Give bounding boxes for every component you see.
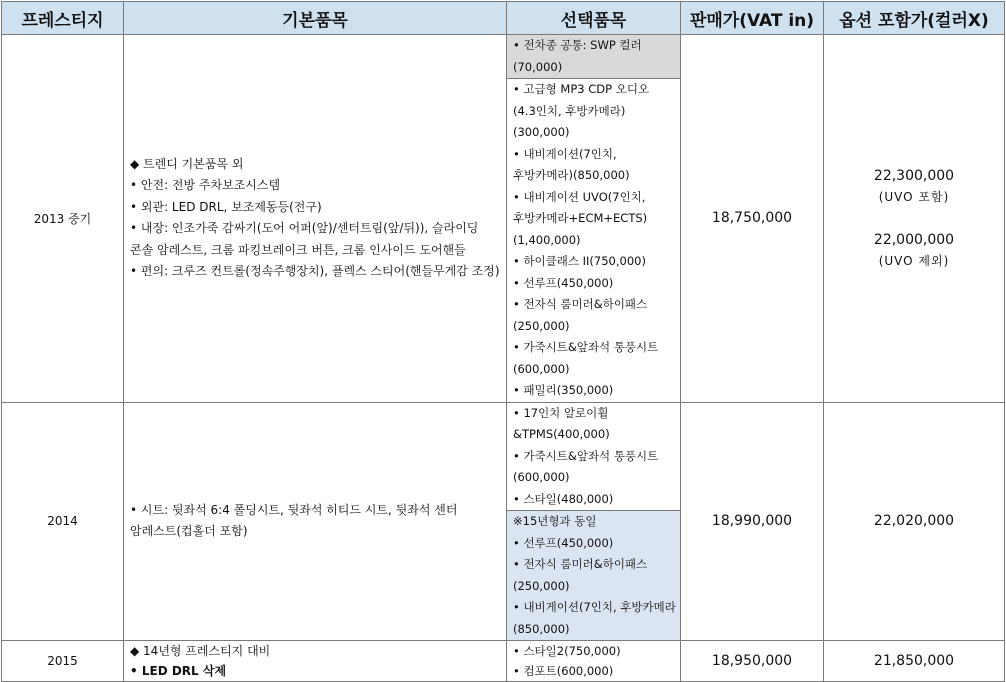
header-option-price: 옵션 포함가(컬러X) <box>824 2 1005 35</box>
option-item: • 스타일2(750,000) <box>513 644 621 658</box>
option-block-same-as-2015 <box>507 511 680 640</box>
option-item: • 선루프(450,000) <box>513 275 614 290</box>
option-item: • 전자식 룸미러&하이패스(250,000) <box>513 297 648 333</box>
option-price: 22,020,000 <box>873 513 955 530</box>
year-cell: 2015 <box>2 641 124 682</box>
option-price: 22,000,000 <box>873 232 955 249</box>
price-cell: 18,990,000 <box>681 402 824 641</box>
header-optional-items: 선택품목 <box>507 2 681 35</box>
year-cell: 2014 <box>2 402 124 641</box>
option-item: • 내비게이션(7인치, 후방카메라(850,000) <box>513 600 676 636</box>
header-trim: 프레스티지 <box>2 2 124 35</box>
option-block <box>507 403 680 512</box>
basic-items-cell <box>124 641 507 682</box>
option-block <box>507 79 680 402</box>
option-price-group <box>824 510 1004 532</box>
header-row <box>2 2 1005 35</box>
year-cell: 2013 중기 <box>2 35 124 403</box>
option-item: ※15년형과 동일 <box>513 514 597 528</box>
option-item: • 내비게이션(7인치, 후방카메라)(850,000) <box>513 146 630 182</box>
option-price-cell <box>824 641 1005 682</box>
option-block <box>507 641 680 681</box>
option-block-common <box>507 35 680 79</box>
option-price-note: (UVO 제외) <box>878 254 950 269</box>
option-price-group <box>824 650 1004 672</box>
option-item: • 스타일(480,000) <box>513 491 614 506</box>
option-item: • 내비게이션 UVO(7인치, 후방카메라+ECM+ECTS)(1,400,000) <box>513 189 648 247</box>
basic-item: • LED DRL 삭제 <box>130 664 227 678</box>
table-row <box>2 641 1005 682</box>
option-item: • 전자식 룸미러&하이패스(250,000) <box>513 557 648 593</box>
basic-item: • 내장: 인조가죽 감싸기(도어 어퍼(앞)/센터트림(앞/뒤)), 슬라이딩 콘솔 암레스트, 크롬 파킹브레이크 버튼, 크롬 인사이드 도어핸들 <box>130 221 479 257</box>
option-item: • 선루프(450,000) <box>513 535 614 550</box>
option-item: • 전차종 공통: SWP 컬러(70,000) <box>513 38 642 74</box>
option-item: • 패밀리(350,000) <box>513 383 614 397</box>
basic-item: • 안전: 전방 주차보조시스템 <box>130 178 281 193</box>
option-item: • 17인치 알로이휠&TPMS(400,000) <box>513 405 610 441</box>
basic-items-cell <box>124 402 507 641</box>
basic-items-cell <box>124 35 507 403</box>
header-price: 판매가(VAT in) <box>681 2 824 35</box>
table-row <box>2 402 1005 641</box>
optional-items-cell <box>507 35 681 403</box>
option-price-cell <box>824 35 1005 403</box>
option-item: • 고급형 MP3 CDP 오디오(4.3인치, 후방카메라)(300,000) <box>513 82 650 139</box>
header-basic-items: 기본품목 <box>124 2 507 35</box>
optional-items-cell <box>507 641 681 682</box>
price-cell: 18,950,000 <box>681 641 824 682</box>
basic-item: ◆ 14년형 프레스티지 대비 <box>130 644 271 658</box>
optional-items-cell <box>507 402 681 641</box>
option-price-cell <box>824 402 1005 641</box>
basic-item: • 편의: 크루즈 컨트롤(정속주행장치), 플렉스 스티어(핸들무게감 조정) <box>130 264 500 279</box>
basic-item: • 시트: 뒷좌석 6:4 폴딩시트, 뒷좌석 히티드 시트, 뒷좌석 센터 암레스트(컵홀더 포함) <box>130 502 458 539</box>
price-table <box>1 1 1005 682</box>
basic-item: • 외관: LED DRL, 보조제동등(전구) <box>130 199 322 214</box>
option-item: • 가죽시트&앞좌석 통풍시트(600,000) <box>513 448 659 484</box>
option-item: • 컴포트(600,000) <box>513 664 614 678</box>
option-item: • 하이클래스 II(750,000) <box>513 254 646 268</box>
table-row <box>2 35 1005 403</box>
option-price-note: (UVO 포함) <box>878 190 950 205</box>
price-cell: 18,750,000 <box>681 35 824 403</box>
option-price-group <box>824 165 1004 207</box>
option-price: 22,300,000 <box>873 168 955 185</box>
option-item: • 가죽시트&앞좌석 통풍시트(600,000) <box>513 340 659 376</box>
option-price: 21,850,000 <box>873 653 955 669</box>
basic-item: ◆ 트렌디 기본품목 외 <box>130 156 244 171</box>
option-price-group <box>824 229 1004 271</box>
